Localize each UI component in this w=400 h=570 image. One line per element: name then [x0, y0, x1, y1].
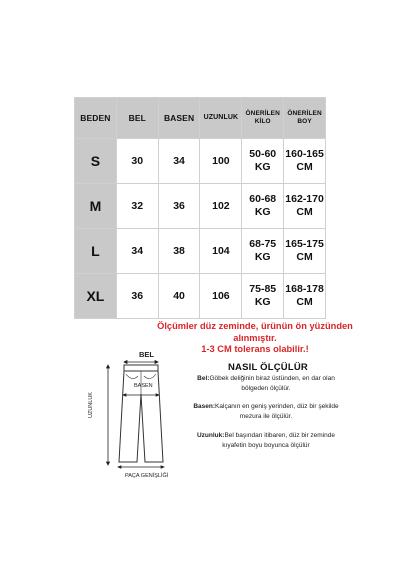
boy-cell: 168-178 CM [284, 274, 326, 319]
bel-label: BEL [139, 350, 154, 359]
size-cell: S [75, 139, 117, 184]
bel-cell: 36 [116, 274, 158, 319]
uzunluk-text: Bel başından itibaren, düz bir zeminde kıyafetin boyu boyunca ölçülür [222, 432, 336, 449]
table-row [75, 139, 326, 184]
notice-line-3: 1-3 CM tolerans olabilir.! [201, 344, 309, 354]
size-cell: L [75, 229, 117, 274]
header-onerilen-boy: ÖNERİLEN BOY [284, 98, 326, 139]
basen-label: BASEN [134, 383, 153, 389]
header-uzunluk: UZUNLUK [200, 98, 242, 139]
header-basen: BASEN [158, 98, 200, 139]
uzunluk-description [186, 431, 346, 450]
trouser-measure-diagram [88, 350, 176, 470]
uzunluk-term: Uzunluk: [196, 432, 225, 439]
uzunluk-cell: 100 [200, 139, 242, 184]
notice-line-1: Ölçümler düz zeminde, ürünün ön yüzünden [157, 321, 353, 331]
uzunluk-cell: 106 [200, 274, 242, 319]
paca-label: PAÇA GENİŞLİĞİ [125, 473, 169, 479]
boy-cell: 165-175 CM [284, 229, 326, 274]
size-cell: M [75, 184, 117, 229]
kilo-cell: 68-75 KG [242, 229, 284, 274]
header-bel: BEL [116, 98, 158, 139]
bel-cell: 30 [116, 139, 158, 184]
basen-description [186, 402, 346, 421]
size-cell: XL [75, 274, 117, 319]
uzunluk-label: UZUNLUK [88, 392, 94, 418]
boy-cell: 160-165 CM [284, 139, 326, 184]
bel-term: Bel: [197, 375, 210, 382]
header-beden: BEDEN [75, 98, 117, 139]
notice-line-2: alınmıştır. [233, 332, 277, 343]
header-onerilen-kilo: ÖNERİLEN KİLO [242, 98, 284, 139]
table-row [75, 184, 326, 229]
kilo-cell: 60-68 KG [242, 184, 284, 229]
table-row [75, 274, 326, 319]
bel-cell: 32 [116, 184, 158, 229]
kilo-cell: 75-85 KG [242, 274, 284, 319]
trouser-outline [119, 365, 163, 462]
bel-text: Göbek deliğinin biraz üstünden, en dar olan bölgeden ölçülür. [209, 375, 335, 392]
basen-cell: 40 [158, 274, 200, 319]
measurement-notice [155, 321, 355, 356]
kilo-cell: 50-60 KG [242, 139, 284, 184]
basen-cell: 36 [158, 184, 200, 229]
basen-term: Basen: [193, 403, 216, 410]
uzunluk-arrow [107, 365, 110, 465]
uzunluk-cell: 102 [200, 184, 242, 229]
bel-arrow [124, 361, 158, 364]
table-row [75, 229, 326, 274]
basen-cell: 38 [158, 229, 200, 274]
boy-cell: 162-170 CM [284, 184, 326, 229]
table-header-row [75, 98, 326, 139]
paca-arrow [118, 466, 164, 468]
how-to-measure-title: NASIL ÖLÇÜLÜR [227, 362, 308, 373]
bel-cell: 34 [116, 229, 158, 274]
bel-description [186, 374, 346, 393]
size-chart-table [74, 97, 326, 319]
uzunluk-cell: 104 [200, 229, 242, 274]
basen-cell: 34 [158, 139, 200, 184]
basen-text: Kalçanın en geniş yerinden, düz bir şekilde mezura ile ölçülür. [215, 403, 339, 420]
